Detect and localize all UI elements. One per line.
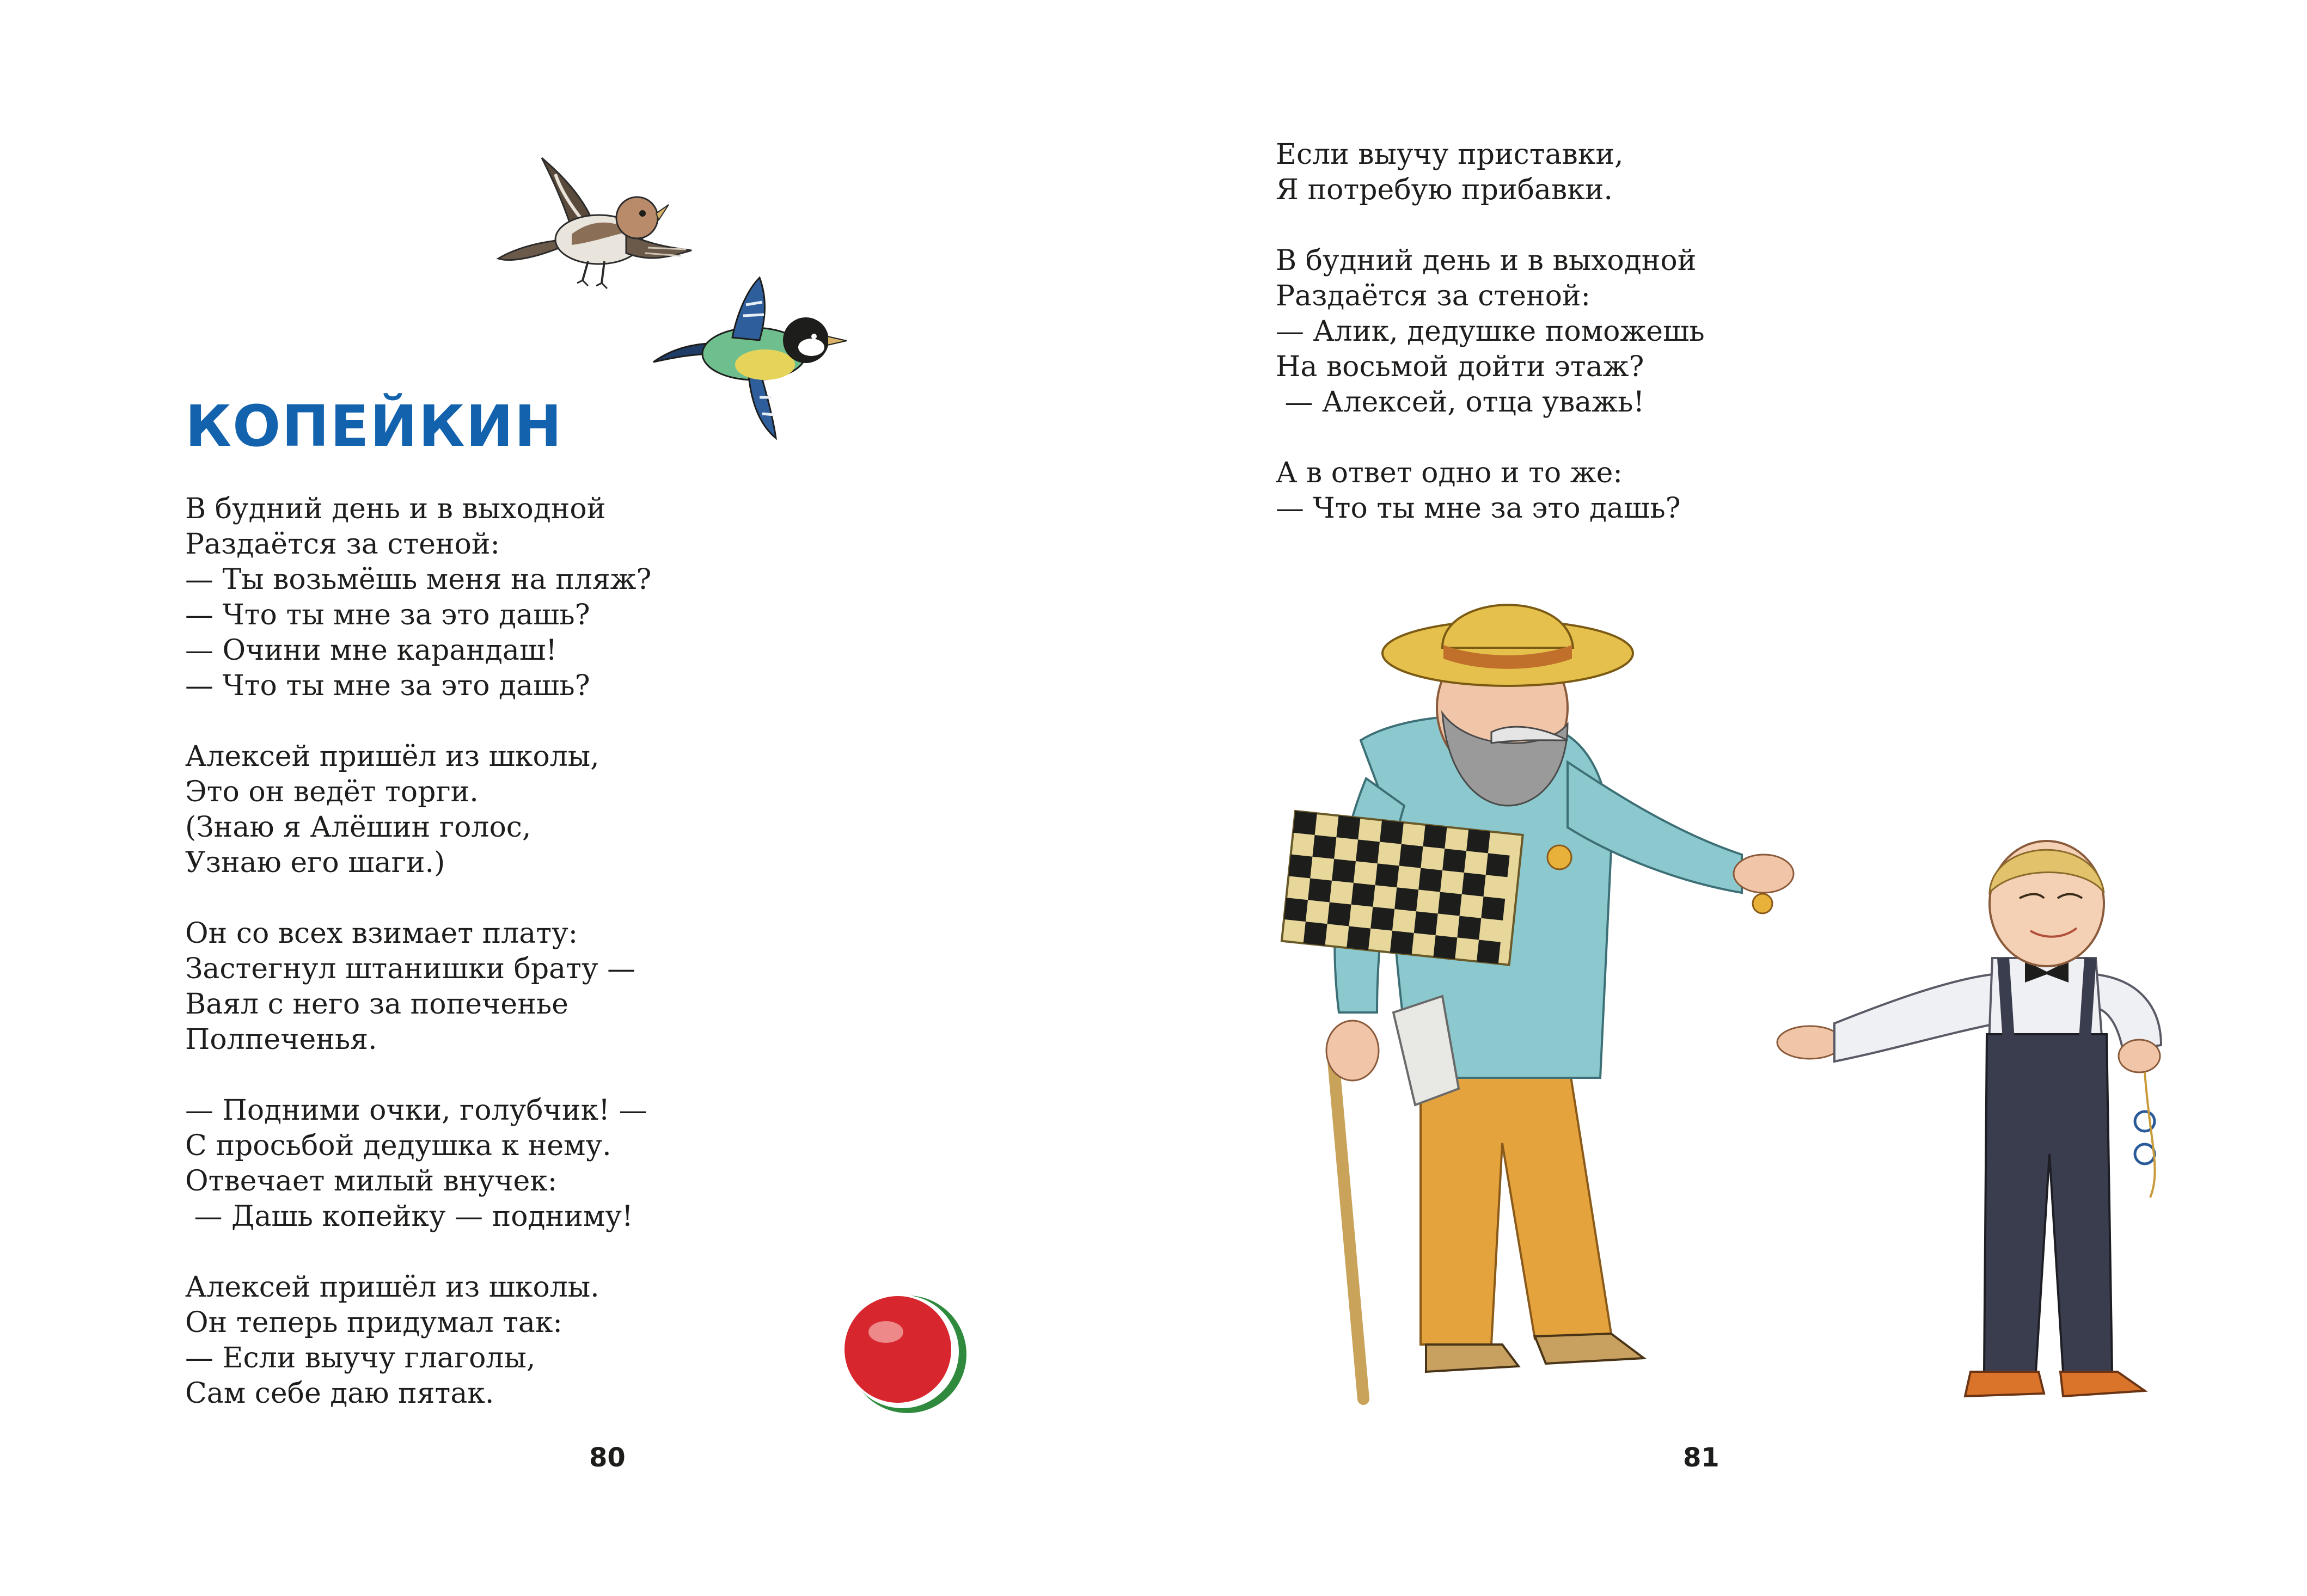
- verse-line: — Ты возьмёшь меня на пляж?: [185, 563, 652, 596]
- poem-title: КОПЕЙКИН: [185, 393, 563, 459]
- verse-line: Отвечает милый внучек:: [185, 1165, 558, 1198]
- poem-text-right: [1276, 137, 1705, 526]
- verse-line: — Что ты мне за это дашь?: [185, 670, 590, 702]
- verse-line: — Дашь копейку — подниму!: [185, 1200, 633, 1233]
- page-number: 81: [1683, 1442, 1719, 1473]
- verse-line: Сам себе даю пятак.: [185, 1377, 494, 1410]
- verse-line: Раздаётся за стеной:: [1276, 280, 1591, 312]
- left-page: [0, 0, 1153, 1596]
- verse-line: А в ответ одно и то же:: [1276, 457, 1623, 489]
- verse-line: Узнаю его шаги.): [185, 846, 445, 879]
- stanza: [185, 492, 651, 704]
- verse-line: Алексей пришёл из школы,: [185, 740, 599, 773]
- boy-illustration: [1769, 817, 2286, 1421]
- verse-line: — Очини мне карандаш!: [185, 634, 558, 667]
- verse-line: Если выучу приставки,: [1276, 138, 1624, 171]
- stanza: [1276, 456, 1705, 526]
- stanza: [185, 739, 651, 881]
- verse-line: — Подними очки, голубчик! —: [185, 1094, 647, 1127]
- verse-line: Он теперь придумал так:: [185, 1306, 562, 1339]
- stanza: [1276, 243, 1705, 420]
- verse-line: — Что ты мне за это дашь?: [185, 599, 590, 631]
- verse-line: — Алексей, отца уважь!: [1276, 386, 1645, 419]
- stanza: [1276, 137, 1705, 208]
- verse-line: На восьмой дойти этаж?: [1276, 351, 1644, 383]
- tit-bird-illustration: [651, 272, 852, 446]
- verse-line: Это он ведёт торги.: [185, 776, 479, 808]
- verse-line: С просьбой дедушка к нему.: [185, 1130, 611, 1162]
- stanza: [185, 1270, 651, 1411]
- verse-line: В будний день и в выходной: [1276, 244, 1697, 277]
- verse-line: Алексей пришёл из школы.: [185, 1271, 599, 1304]
- verse-line: Застегнул штанишки брату —: [185, 953, 636, 985]
- stanza: [185, 916, 651, 1058]
- right-page: [1154, 0, 2307, 1596]
- verse-line: — Если выучу глаголы,: [185, 1342, 536, 1374]
- page-number: 80: [589, 1442, 626, 1473]
- verse-line: — Что ты мне за это дашь?: [1276, 492, 1681, 525]
- verse-line: Он со всех взимает плату:: [185, 917, 578, 950]
- verse-line: Раздаётся за стеной:: [185, 528, 500, 561]
- stanza: [185, 1093, 651, 1235]
- verse-line: (Знаю я Алёшин голос,: [185, 811, 531, 844]
- verse-line: Полпеченья.: [185, 1023, 377, 1056]
- verse-line: В будний день и в выходной: [185, 493, 606, 525]
- poem-text-left: [185, 492, 651, 1411]
- verse-line: Ваял с него за попеченье: [185, 988, 568, 1021]
- ball-illustration: [841, 1293, 977, 1418]
- verse-line: — Алик, дедушке поможешь: [1276, 315, 1705, 348]
- verse-line: Я потребую прибавки.: [1276, 174, 1613, 206]
